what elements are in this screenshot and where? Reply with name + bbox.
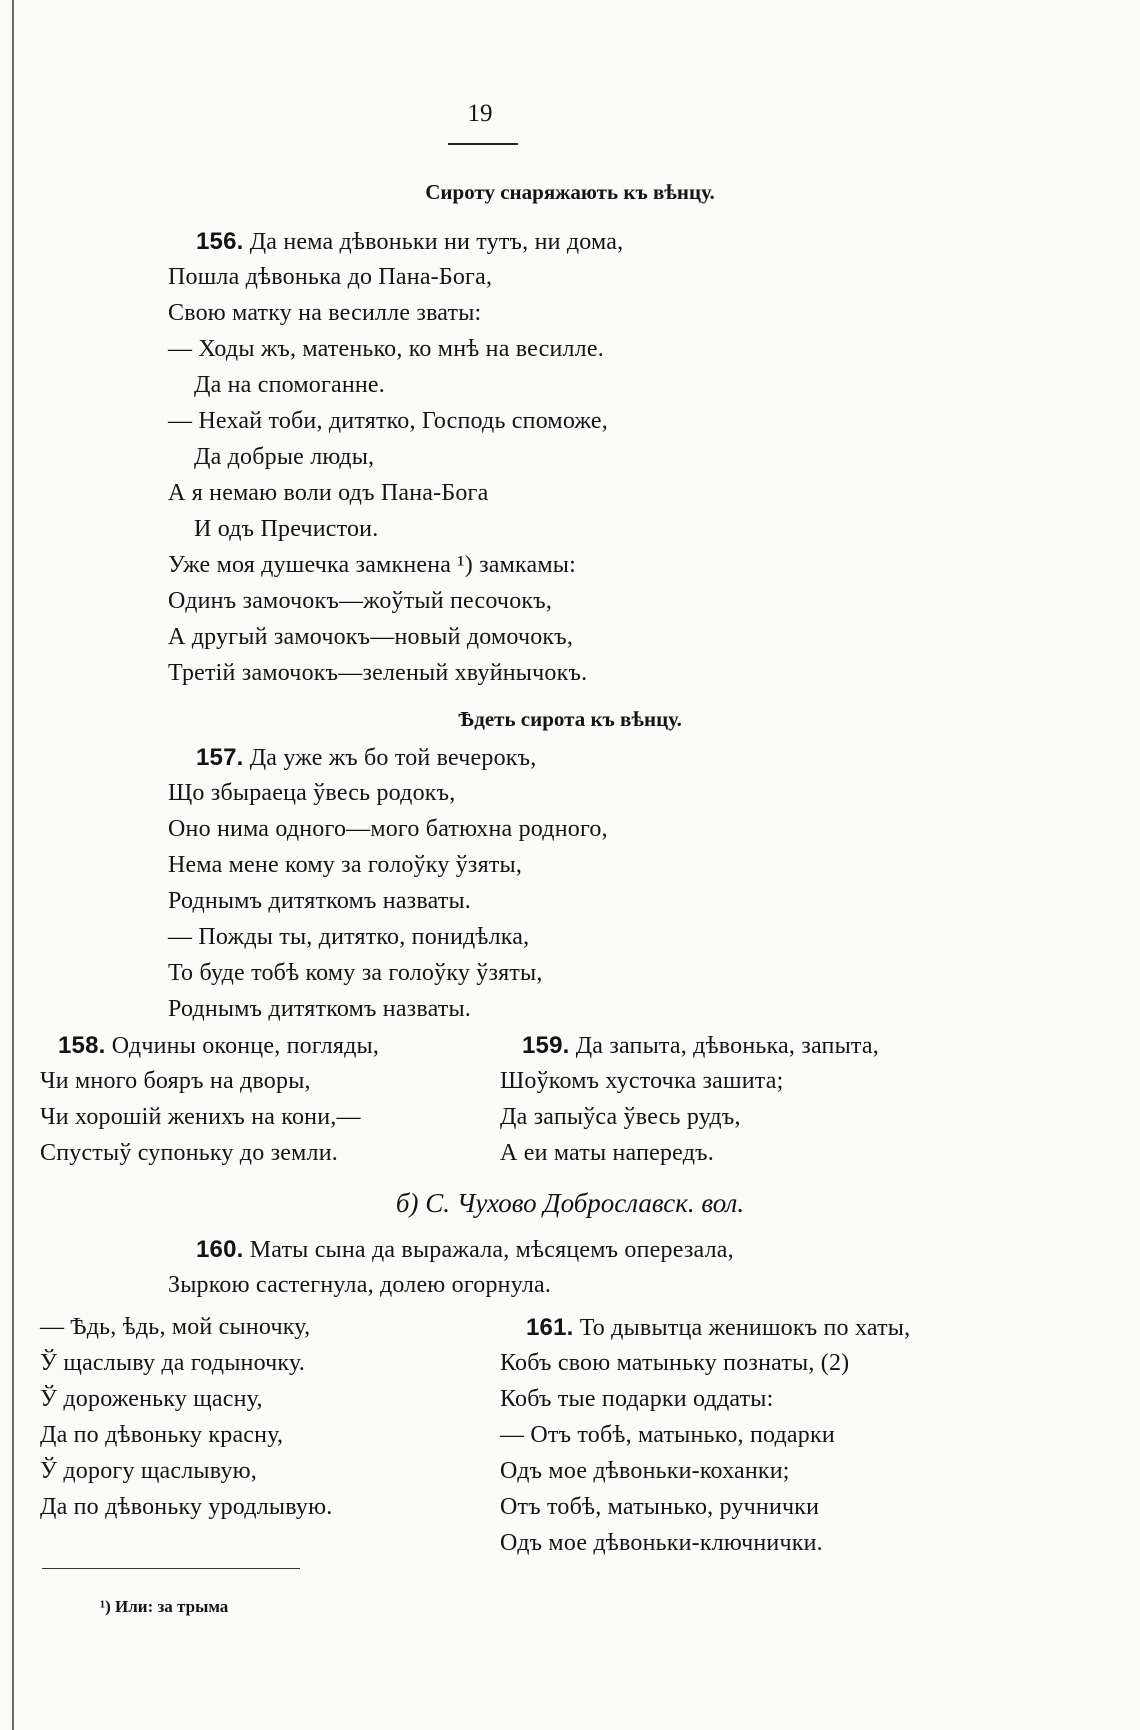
- song-157-line: 157. Да уже жъ бо той вечерокъ,: [196, 744, 537, 771]
- song-160-line: Да по дѣвоньку уродлывую.: [40, 1494, 333, 1520]
- song-159-line: Да запыўса ўвесь рудъ,: [500, 1104, 741, 1130]
- song-158-line: 158. Одчины оконце, погляды,: [58, 1032, 380, 1059]
- heading-bride-travels: Ѣдеть сирота къ вѣнцу.: [458, 707, 682, 731]
- song-156-line: И одъ Пречистои.: [194, 516, 379, 542]
- song-161-line: 161. То дывытца женишокъ по хаты,: [526, 1314, 911, 1341]
- margin-rule: [12, 0, 14, 1730]
- song-160-line: Ў дорогу щаслывую,: [40, 1458, 257, 1484]
- song-159-line: А еи маты напередъ.: [500, 1140, 714, 1166]
- song-157-line: Роднымъ дитяткомъ назваты.: [168, 888, 472, 914]
- song-160-line: — Ѣдь, ѣдь, мой сыночку,: [40, 1314, 311, 1340]
- song-156-line: — Нехай тоби, дитятко, Господь споможе,: [168, 408, 608, 434]
- song-156-line: Одинъ замочокъ—жоўтый песочокъ,: [168, 588, 553, 614]
- song-161-line: Одъ мое дѣвоньки-коханки;: [500, 1458, 790, 1484]
- song-156-line: 156. Да нема дѣвоньки ни тутъ, ни дома,: [196, 228, 624, 255]
- song-number: 159.: [522, 1032, 570, 1059]
- song-157-line: — Пожды ты, дитятко, понидѣлка,: [168, 924, 530, 950]
- song-161-line: Отъ тобѣ, матынько, ручнички: [500, 1494, 820, 1520]
- song-161-line: Одъ мое дѣвоньки-ключнички.: [500, 1530, 823, 1556]
- song-158-line: Чи хорошій женихъ на кони,—: [40, 1104, 361, 1130]
- song-161-line: Кобъ свою матыньку познаты, (2): [500, 1350, 850, 1376]
- song-157-line: Роднымъ дитяткомъ назваты.: [168, 996, 472, 1022]
- song-156-line: Да на спомоганне.: [194, 372, 385, 398]
- song-number: 156.: [196, 228, 244, 255]
- song-number: 161.: [526, 1314, 574, 1341]
- song-156-line: А я немаю воли одъ Пана-Бога: [168, 480, 489, 506]
- song-160-line: 160. Маты сына да выражала, мѣсяцемъ оперезала,: [196, 1236, 734, 1263]
- song-159-line: 159. Да запыта, дѣвонька, запыта,: [522, 1032, 879, 1059]
- song-156-line: Да добрые люды,: [194, 444, 375, 470]
- song-number: 157.: [196, 744, 244, 771]
- song-156-line: — Ходы жъ, матенько, ко мнѣ на весилле.: [168, 336, 604, 362]
- song-159-line: Шоўкомъ хусточка зашита;: [500, 1068, 784, 1094]
- song-number: 160.: [196, 1236, 244, 1263]
- song-160-line: Ў дороженьку щасну,: [40, 1386, 263, 1412]
- footnote: ¹) Или: за трыма: [100, 1597, 229, 1616]
- heading-bride-prepared: Сироту снаряжають къ вѣнцу.: [425, 180, 715, 204]
- song-156-line: Пошла дѣвонька до Пана-Бога,: [168, 264, 493, 290]
- song-157-line: Оно нима одного—мого батюхна родного,: [168, 816, 608, 842]
- song-160-line: Ў щаслыву да годыночку.: [40, 1350, 305, 1376]
- section-heading-chukhovo: б) С. Чухово Доброславск. вол.: [395, 1188, 745, 1218]
- page-number: 19: [467, 100, 493, 127]
- song-157-line: То буде тобѣ кому за голоўку ўзяты,: [168, 960, 543, 986]
- song-156-line: Уже моя душечка замкнена ¹) замкамы:: [168, 552, 576, 578]
- song-156-line: Третій замочокъ—зеленый хвуйнычокъ.: [168, 660, 588, 686]
- song-number: 158.: [58, 1032, 106, 1059]
- song-156-line: Свою матку на весилле зваты:: [168, 300, 482, 326]
- song-160-line: Да по дѣвоньку красну,: [40, 1422, 284, 1448]
- song-156-line: А другый замочокъ—новый домочокъ,: [168, 624, 574, 650]
- song-158-line: Спустыў супоньку до земли.: [40, 1140, 338, 1166]
- song-157-line: Нема мене кому за голоўку ўзяты,: [168, 852, 523, 878]
- song-160-line: Зыркою састегнула, долею огорнула.: [168, 1272, 552, 1298]
- song-161-line: Кобъ тые подарки оддаты:: [500, 1386, 774, 1412]
- song-161-line: — Отъ тобѣ, матынько, подарки: [500, 1422, 835, 1448]
- song-157-line: Що збыраеца ўвесь родокъ,: [168, 780, 456, 806]
- page-number-underline: [448, 143, 518, 145]
- footnote-rule: [42, 1568, 300, 1569]
- song-158-line: Чи много бояръ на дворы,: [40, 1068, 311, 1094]
